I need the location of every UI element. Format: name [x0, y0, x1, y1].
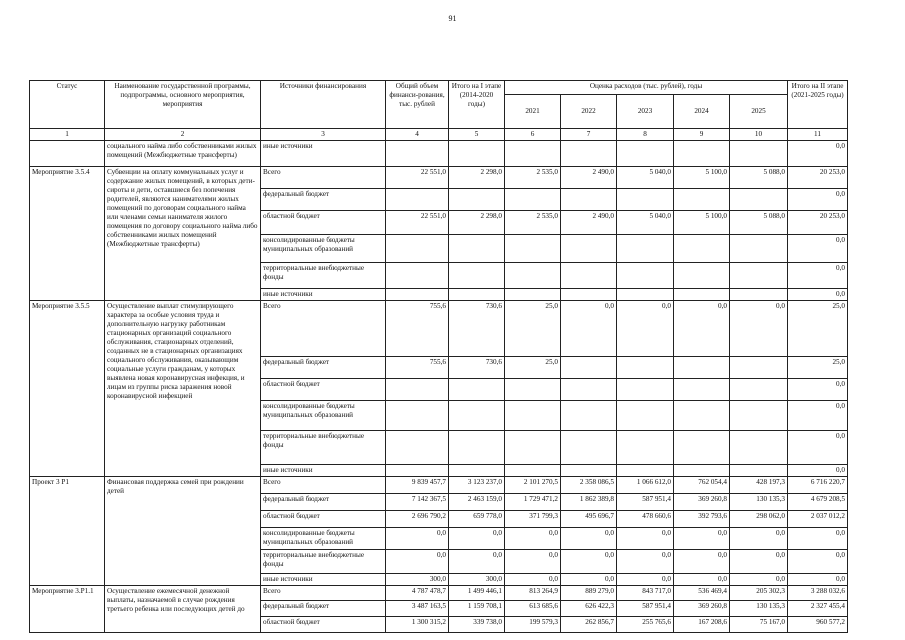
- value-cell: [674, 431, 730, 465]
- value-cell: [617, 263, 674, 289]
- value-cell: 587 951,4: [617, 494, 674, 511]
- source-cell: областной бюджет: [261, 511, 386, 528]
- col-number: 11: [788, 129, 848, 141]
- value-cell: [386, 263, 449, 289]
- value-cell: [505, 235, 561, 263]
- header-sources: Источники финансирования: [261, 81, 386, 129]
- stage2-cell: 25,0: [788, 301, 848, 357]
- value-cell: 4 787 478,7: [386, 586, 449, 601]
- value-cell: 0,0: [674, 528, 730, 550]
- source-cell: Всего: [261, 167, 386, 189]
- value-cell: 2 298,0: [449, 167, 505, 189]
- value-cell: [674, 379, 730, 401]
- value-cell: [386, 379, 449, 401]
- value-cell: 755,6: [386, 301, 449, 357]
- value-cell: [505, 431, 561, 465]
- value-cell: 428 197,3: [730, 477, 788, 494]
- value-cell: [505, 289, 561, 301]
- source-cell: консолидированные бюджеты муниципальных образований: [261, 401, 386, 431]
- value-cell: 3 123 237,0: [449, 477, 505, 494]
- value-cell: 298 062,0: [730, 511, 788, 528]
- stage2-cell: 6 716 220,7: [788, 477, 848, 494]
- value-cell: 262 856,7: [561, 617, 617, 633]
- value-cell: 2 490,0: [561, 211, 617, 235]
- source-cell: территориальные внебюджетные фонды: [261, 550, 386, 574]
- value-cell: [730, 379, 788, 401]
- value-cell: [674, 289, 730, 301]
- value-cell: 5 100,0: [674, 167, 730, 189]
- value-cell: [730, 235, 788, 263]
- value-cell: 1 729 471,2: [505, 494, 561, 511]
- source-cell: иные источники: [261, 465, 386, 477]
- value-cell: [730, 431, 788, 465]
- value-cell: 22 551,0: [386, 211, 449, 235]
- header-year-2025: 2025: [730, 95, 788, 129]
- value-cell: 0,0: [730, 574, 788, 586]
- value-cell: [505, 263, 561, 289]
- header-stage1: Итого на I этапе (2014-2020 годы): [449, 81, 505, 129]
- stage2-cell: 0,0: [788, 141, 848, 167]
- table-header: [30, 81, 848, 141]
- value-cell: [449, 401, 505, 431]
- budget-table: [29, 80, 848, 633]
- value-cell: 0,0: [730, 301, 788, 357]
- name-cell: Осуществление выплат стимулирующего характера за особые условия труда и дополнительную нагрузку работникам стационарных организаций социального обслуживания, стационарных отделений, созданных не в стационарных организациях социального обслуживания, оказывающим социальные услуги гражданам, у которых выявлена новая коронавирусная инфекция, и лицам из группы риска заражения новой коронавирусной инфекцией: [105, 301, 261, 477]
- value-cell: 659 778,0: [449, 511, 505, 528]
- value-cell: 1 300 315,2: [386, 617, 449, 633]
- value-cell: [561, 401, 617, 431]
- value-cell: 2 463 159,0: [449, 494, 505, 511]
- value-cell: [617, 401, 674, 431]
- header-stage2: Итого на II этапе (2021-2025 годы): [788, 81, 848, 129]
- value-cell: 300,0: [386, 574, 449, 586]
- header-year-2023: 2023: [617, 95, 674, 129]
- value-cell: [386, 431, 449, 465]
- value-cell: [561, 357, 617, 379]
- status-cell: Мероприятие 3.5.5: [30, 301, 105, 477]
- source-cell: областной бюджет: [261, 211, 386, 235]
- value-cell: [674, 401, 730, 431]
- source-cell: территориальные внебюджетные фонды: [261, 431, 386, 465]
- value-cell: [674, 357, 730, 379]
- stage2-cell: 2 327 455,4: [788, 601, 848, 617]
- value-cell: [505, 189, 561, 211]
- value-cell: [386, 401, 449, 431]
- table-row: [30, 586, 848, 601]
- col-number: 5: [449, 129, 505, 141]
- value-cell: 0,0: [449, 528, 505, 550]
- value-cell: 167 208,6: [674, 617, 730, 633]
- source-cell: консолидированные бюджеты муниципальных образований: [261, 528, 386, 550]
- value-cell: 0,0: [561, 550, 617, 574]
- header-year-2022: 2022: [561, 95, 617, 129]
- stage2-cell: 2 037 012,2: [788, 511, 848, 528]
- name-cell: Субвенции на оплату коммунальных услуг и содержание жилых помещений, в которых дети-сироты и дети, оставшиеся без попечения родителей, являются нанимателями жилых помещений по договорам социального найма или членами семьи нанимателя жилого помещения по договору социального найма либо собственниками жилых помещений (Межбюджетные трансферты): [105, 167, 261, 301]
- value-cell: 205 302,3: [730, 586, 788, 601]
- col-number: 3: [261, 129, 386, 141]
- value-cell: 0,0: [386, 550, 449, 574]
- value-cell: [674, 189, 730, 211]
- value-cell: 339 738,0: [449, 617, 505, 633]
- value-cell: 613 685,6: [505, 601, 561, 617]
- col-number: 4: [386, 129, 449, 141]
- table-row: [30, 301, 848, 357]
- value-cell: [449, 189, 505, 211]
- stage2-cell: 0,0: [788, 431, 848, 465]
- value-cell: 1 159 708,1: [449, 601, 505, 617]
- value-cell: 495 696,7: [561, 511, 617, 528]
- value-cell: 3 487 163,5: [386, 601, 449, 617]
- value-cell: 762 054,4: [674, 477, 730, 494]
- value-cell: [561, 189, 617, 211]
- source-cell: иные источники: [261, 289, 386, 301]
- value-cell: 199 579,3: [505, 617, 561, 633]
- source-cell: федеральный бюджет: [261, 189, 386, 211]
- value-cell: [617, 357, 674, 379]
- value-cell: 130 135,3: [730, 494, 788, 511]
- value-cell: 0,0: [449, 550, 505, 574]
- stage2-cell: 4 679 208,5: [788, 494, 848, 511]
- header-total-volume: Общий объем финанси-рования, тыс. рублей: [386, 81, 449, 129]
- status-cell: Мероприятие 3.Р1.1: [30, 586, 105, 633]
- col-number: 6: [505, 129, 561, 141]
- value-cell: 25,0: [505, 301, 561, 357]
- value-cell: 130 135,3: [730, 601, 788, 617]
- value-cell: 0,0: [730, 550, 788, 574]
- value-cell: 0,0: [617, 550, 674, 574]
- value-cell: 2 490,0: [561, 167, 617, 189]
- value-cell: 0,0: [730, 528, 788, 550]
- stage2-cell: 0,0: [788, 235, 848, 263]
- value-cell: [449, 235, 505, 263]
- name-cell: Осуществление ежемесячной денежной выплаты, назначаемой в случае рождения третьего ребенка или последующих детей до: [105, 586, 261, 633]
- value-cell: 9 839 457,7: [386, 477, 449, 494]
- stage2-cell: 20 253,0: [788, 211, 848, 235]
- value-cell: 2 358 086,5: [561, 477, 617, 494]
- value-cell: 587 951,4: [617, 601, 674, 617]
- value-cell: 0,0: [505, 528, 561, 550]
- value-cell: [617, 235, 674, 263]
- value-cell: [674, 465, 730, 477]
- source-cell: Всего: [261, 301, 386, 357]
- value-cell: 300,0: [449, 574, 505, 586]
- value-cell: 889 279,0: [561, 586, 617, 601]
- value-cell: 7 142 367,5: [386, 494, 449, 511]
- col-number: 2: [105, 129, 261, 141]
- value-cell: 1 862 389,8: [561, 494, 617, 511]
- value-cell: [730, 465, 788, 477]
- stage2-cell: 960 577,2: [788, 617, 848, 633]
- source-cell: Всего: [261, 477, 386, 494]
- col-number: 7: [561, 129, 617, 141]
- value-cell: 478 660,6: [617, 511, 674, 528]
- value-cell: 392 793,6: [674, 511, 730, 528]
- stage2-cell: 0,0: [788, 465, 848, 477]
- value-cell: 2 101 270,5: [505, 477, 561, 494]
- value-cell: 0,0: [561, 301, 617, 357]
- value-cell: 0,0: [617, 574, 674, 586]
- value-cell: 2 535,0: [505, 167, 561, 189]
- value-cell: [505, 379, 561, 401]
- col-number: 1: [30, 129, 105, 141]
- value-cell: 1 066 612,0: [617, 477, 674, 494]
- value-cell: 0,0: [674, 550, 730, 574]
- value-cell: [449, 465, 505, 477]
- col-number: 10: [730, 129, 788, 141]
- stage2-cell: 0,0: [788, 550, 848, 574]
- value-cell: [449, 431, 505, 465]
- value-cell: 813 264,9: [505, 586, 561, 601]
- header-year-2024: 2024: [674, 95, 730, 129]
- value-cell: 730,6: [449, 301, 505, 357]
- source-cell: Всего: [261, 586, 386, 601]
- value-cell: [561, 263, 617, 289]
- stage2-cell: 25,0: [788, 357, 848, 379]
- header-name: Наименование государственной программы, подпрограммы, основного мероприятия, мероприятия: [105, 81, 261, 129]
- value-cell: 843 717,0: [617, 586, 674, 601]
- value-cell: 730,6: [449, 357, 505, 379]
- source-cell: территориальные внебюджетные фонды: [261, 263, 386, 289]
- header-status: Статус: [30, 81, 105, 129]
- value-cell: 0,0: [386, 528, 449, 550]
- stage2-cell: 20 253,0: [788, 167, 848, 189]
- value-cell: [617, 465, 674, 477]
- name-cell: Финансовая поддержка семей при рождении детей: [105, 477, 261, 586]
- value-cell: 2 696 790,2: [386, 511, 449, 528]
- col-number: 9: [674, 129, 730, 141]
- stage2-cell: 0,0: [788, 289, 848, 301]
- table-row: [30, 477, 848, 494]
- value-cell: 0,0: [505, 550, 561, 574]
- header-year-2021: 2021: [505, 95, 561, 129]
- value-cell: [617, 189, 674, 211]
- source-cell: иные источники: [261, 141, 386, 167]
- source-cell: федеральный бюджет: [261, 494, 386, 511]
- stage2-cell: 0,0: [788, 401, 848, 431]
- value-cell: [730, 289, 788, 301]
- value-cell: 371 799,3: [505, 511, 561, 528]
- value-cell: [561, 465, 617, 477]
- value-cell: [617, 431, 674, 465]
- value-cell: [730, 357, 788, 379]
- stage2-cell: 0,0: [788, 379, 848, 401]
- value-cell: 369 260,8: [674, 601, 730, 617]
- value-cell: 75 167,0: [730, 617, 788, 633]
- value-cell: [386, 289, 449, 301]
- value-cell: 1 499 446,1: [449, 586, 505, 601]
- value-cell: [617, 379, 674, 401]
- status-cell: Проект 3 Р1: [30, 477, 105, 586]
- col-number: 8: [617, 129, 674, 141]
- value-cell: [449, 379, 505, 401]
- source-cell: консолидированные бюджеты муниципальных образований: [261, 235, 386, 263]
- value-cell: [449, 289, 505, 301]
- value-cell: 22 551,0: [386, 167, 449, 189]
- table-body: [30, 141, 848, 633]
- value-cell: 0,0: [617, 528, 674, 550]
- value-cell: 25,0: [505, 357, 561, 379]
- stage2-cell: 0,0: [788, 528, 848, 550]
- name-cell: социального найма либо собственниками жилых помещений (Межбюджетные трансферты): [105, 141, 261, 167]
- value-cell: 2 535,0: [505, 211, 561, 235]
- value-cell: [730, 401, 788, 431]
- table-row: [30, 167, 848, 189]
- stage2-cell: 0,0: [788, 189, 848, 211]
- value-cell: [730, 189, 788, 211]
- column-number-row: [30, 129, 848, 141]
- value-cell: 2 298,0: [449, 211, 505, 235]
- value-cell: [505, 465, 561, 477]
- stage2-cell: 3 288 032,6: [788, 586, 848, 601]
- value-cell: 255 765,6: [617, 617, 674, 633]
- value-cell: [617, 289, 674, 301]
- value-cell: [386, 235, 449, 263]
- value-cell: [730, 263, 788, 289]
- value-cell: 626 422,3: [561, 601, 617, 617]
- value-cell: 0,0: [505, 574, 561, 586]
- source-cell: областной бюджет: [261, 617, 386, 633]
- value-cell: [561, 235, 617, 263]
- source-cell: иные источники: [261, 574, 386, 586]
- value-cell: [561, 379, 617, 401]
- status-cell: [30, 141, 105, 167]
- value-cell: [386, 465, 449, 477]
- value-cell: 369 260,8: [674, 494, 730, 511]
- value-cell: 5 088,0: [730, 167, 788, 189]
- value-cell: 0,0: [674, 301, 730, 357]
- value-cell: 5 100,0: [674, 211, 730, 235]
- source-cell: федеральный бюджет: [261, 601, 386, 617]
- value-cell: [674, 263, 730, 289]
- value-cell: [674, 235, 730, 263]
- value-cell: [449, 263, 505, 289]
- stage2-cell: 0,0: [788, 263, 848, 289]
- value-cell: 0,0: [617, 301, 674, 357]
- stage2-cell: 0,0: [788, 574, 848, 586]
- value-cell: [561, 431, 617, 465]
- value-cell: 0,0: [561, 528, 617, 550]
- header-estimate: Оценка расходов (тыс. рублей), годы: [505, 81, 788, 95]
- value-cell: [505, 401, 561, 431]
- value-cell: 0,0: [674, 574, 730, 586]
- status-cell: Мероприятие 3.5.4: [30, 167, 105, 301]
- source-cell: федеральный бюджет: [261, 357, 386, 379]
- value-cell: 5 040,0: [617, 211, 674, 235]
- value-cell: 0,0: [561, 574, 617, 586]
- value-cell: [386, 189, 449, 211]
- value-cell: 5 088,0: [730, 211, 788, 235]
- value-cell: 755,6: [386, 357, 449, 379]
- continuation-row: [30, 141, 848, 167]
- source-cell: областной бюджет: [261, 379, 386, 401]
- value-cell: 5 040,0: [617, 167, 674, 189]
- value-cell: [561, 289, 617, 301]
- value-cell: 536 469,4: [674, 586, 730, 601]
- page-number: 91: [448, 14, 457, 23]
